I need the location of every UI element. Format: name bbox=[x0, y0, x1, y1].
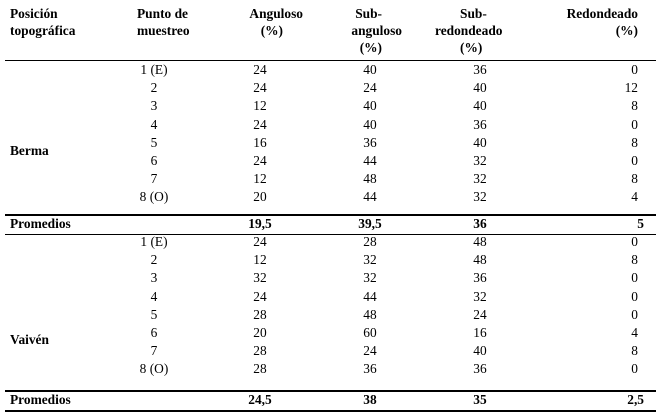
table-cell-sub: 32 bbox=[363, 270, 377, 286]
table-cell-red: 0 bbox=[631, 306, 638, 322]
average-cell-red: 5 bbox=[637, 216, 644, 231]
table-cell-subr: 48 bbox=[473, 252, 487, 268]
average-rule-bottom bbox=[5, 234, 656, 235]
table-cell-red: 8 bbox=[631, 343, 638, 359]
table-cell-sub: 32 bbox=[363, 252, 377, 268]
header-punto-line2: muestreo bbox=[137, 23, 190, 38]
table-cell-sub: 40 bbox=[363, 62, 377, 77]
table-cell-punto: 5 bbox=[150, 306, 158, 322]
average-label: Promedios bbox=[10, 216, 71, 231]
table-cell-punto: 7 bbox=[150, 171, 158, 187]
table-cell-punto: 8 (O) bbox=[139, 189, 169, 205]
average-cell-ang: 24,5 bbox=[248, 392, 272, 407]
average-cell-subr: 36 bbox=[473, 216, 487, 231]
header-posicion-line1: Posición bbox=[10, 6, 58, 21]
header-redondeado-line2: (%) bbox=[615, 23, 638, 38]
table-cell-ang: 12 bbox=[253, 171, 267, 187]
group-label: Berma bbox=[10, 143, 49, 158]
average-rule-top bbox=[5, 390, 656, 392]
table-cell-sub: 44 bbox=[363, 189, 377, 205]
table-cell-punto: 6 bbox=[150, 325, 158, 340]
table-cell-sub: 24 bbox=[363, 80, 377, 96]
table-cell-ang: 24 bbox=[253, 62, 267, 77]
table-cell-punto: 1 (E) bbox=[140, 234, 168, 249]
header-subanguloso-line2: anguloso bbox=[351, 23, 402, 38]
table-cell-sub: 48 bbox=[363, 171, 377, 187]
header-rule bbox=[5, 60, 656, 61]
average-cell-subr: 35 bbox=[473, 392, 487, 407]
table-cell-subr: 40 bbox=[473, 134, 487, 150]
table-cell-sub: 44 bbox=[363, 153, 377, 168]
table-cell-subr: 36 bbox=[473, 62, 487, 77]
table-cell-subr: 40 bbox=[473, 98, 487, 114]
table-cell-red: 12 bbox=[624, 80, 638, 96]
header-subanguloso-line3: (%) bbox=[359, 40, 382, 55]
average-label: Promedios bbox=[10, 392, 71, 407]
header-subanguloso-line1: Sub- bbox=[355, 6, 382, 21]
table-cell-punto: 2 bbox=[150, 252, 158, 268]
table-cell-sub: 36 bbox=[363, 134, 377, 150]
table-cell-subr: 32 bbox=[473, 171, 487, 187]
table-cell-punto: 2 bbox=[150, 80, 158, 96]
table-cell-red: 0 bbox=[631, 116, 638, 132]
average-cell-red: 2,5 bbox=[627, 392, 644, 407]
table-cell-punto: 5 bbox=[150, 134, 158, 150]
average-cell-sub: 38 bbox=[363, 392, 377, 407]
table-cell-sub: 40 bbox=[363, 116, 377, 132]
header-anguloso-line1: Anguloso bbox=[249, 6, 303, 21]
table-cell-subr: 32 bbox=[473, 189, 487, 205]
table-cell-red: 0 bbox=[631, 234, 638, 249]
table-cell-punto: 1 (E) bbox=[140, 62, 168, 77]
header-subredondeado-line1: Sub- bbox=[460, 6, 487, 21]
table-cell-red: 8 bbox=[631, 171, 638, 187]
header-punto-line1: Punto de bbox=[137, 6, 188, 21]
table-cell-punto: 4 bbox=[150, 288, 158, 304]
table-cell-red: 0 bbox=[631, 361, 638, 377]
table-cell-punto: 3 bbox=[150, 98, 158, 114]
table-cell-ang: 24 bbox=[253, 234, 267, 249]
table-cell-ang: 24 bbox=[253, 80, 267, 96]
table-cell-subr: 40 bbox=[473, 343, 487, 359]
table-cell-red: 0 bbox=[631, 62, 638, 77]
header-anguloso-line2: (%) bbox=[260, 23, 283, 38]
table-cell-sub: 44 bbox=[363, 288, 377, 304]
table-cell-subr: 32 bbox=[473, 153, 487, 168]
table-cell-ang: 12 bbox=[253, 98, 267, 114]
table-cell-red: 8 bbox=[631, 98, 638, 114]
table-cell-subr: 16 bbox=[473, 325, 487, 340]
table-cell-subr: 24 bbox=[473, 306, 487, 322]
table-cell-ang: 12 bbox=[253, 252, 267, 268]
table-cell-red: 0 bbox=[631, 270, 638, 286]
table-cell-punto: 4 bbox=[150, 116, 158, 132]
table-cell-ang: 16 bbox=[253, 134, 267, 150]
table-cell-ang: 20 bbox=[253, 325, 267, 340]
table-cell-punto: 6 bbox=[150, 153, 158, 168]
table-cell-ang: 24 bbox=[253, 116, 267, 132]
table-cell-subr: 48 bbox=[473, 234, 487, 249]
table-cell-red: 8 bbox=[631, 134, 638, 150]
table-cell-red: 4 bbox=[631, 325, 638, 340]
table-cell-subr: 40 bbox=[473, 80, 487, 96]
table-cell-red: 0 bbox=[631, 153, 638, 168]
table-cell-punto: 8 (O) bbox=[139, 361, 169, 377]
average-cell-ang: 19,5 bbox=[248, 216, 272, 231]
average-cell-sub: 39,5 bbox=[358, 216, 382, 231]
table-cell-subr: 36 bbox=[473, 116, 487, 132]
table-cell-ang: 28 bbox=[253, 361, 267, 377]
table-cell-sub: 48 bbox=[363, 306, 377, 322]
table-cell-red: 0 bbox=[631, 288, 638, 304]
header-subredondeado-line3: (%) bbox=[460, 40, 483, 55]
table-cell-ang: 32 bbox=[253, 270, 267, 286]
table-cell-sub: 24 bbox=[363, 343, 377, 359]
header-subredondeado-line2: redondeado bbox=[435, 23, 503, 38]
table-cell-subr: 36 bbox=[473, 361, 487, 377]
table-cell-sub: 60 bbox=[363, 325, 377, 340]
table-cell-ang: 24 bbox=[253, 153, 267, 168]
table-cell-sub: 36 bbox=[363, 361, 377, 377]
table-cell-sub: 40 bbox=[363, 98, 377, 114]
table-cell-sub: 28 bbox=[363, 234, 377, 249]
table-cell-ang: 28 bbox=[253, 306, 267, 322]
table-cell-subr: 32 bbox=[473, 288, 487, 304]
header-posicion-line2: topográfica bbox=[10, 23, 76, 38]
table-cell-ang: 20 bbox=[253, 189, 267, 205]
header-redondeado-line1: Redondeado bbox=[566, 6, 638, 21]
table-cell-ang: 28 bbox=[253, 343, 267, 359]
table-cell-punto: 3 bbox=[150, 270, 158, 286]
table-cell-red: 8 bbox=[631, 252, 638, 268]
group-label: Vaivén bbox=[10, 332, 49, 348]
table-cell-red: 4 bbox=[631, 189, 638, 205]
average-rule-top bbox=[5, 214, 656, 216]
table-cell-punto: 7 bbox=[150, 343, 158, 359]
table-cell-subr: 36 bbox=[473, 270, 487, 286]
table-cell-ang: 24 bbox=[253, 288, 267, 304]
